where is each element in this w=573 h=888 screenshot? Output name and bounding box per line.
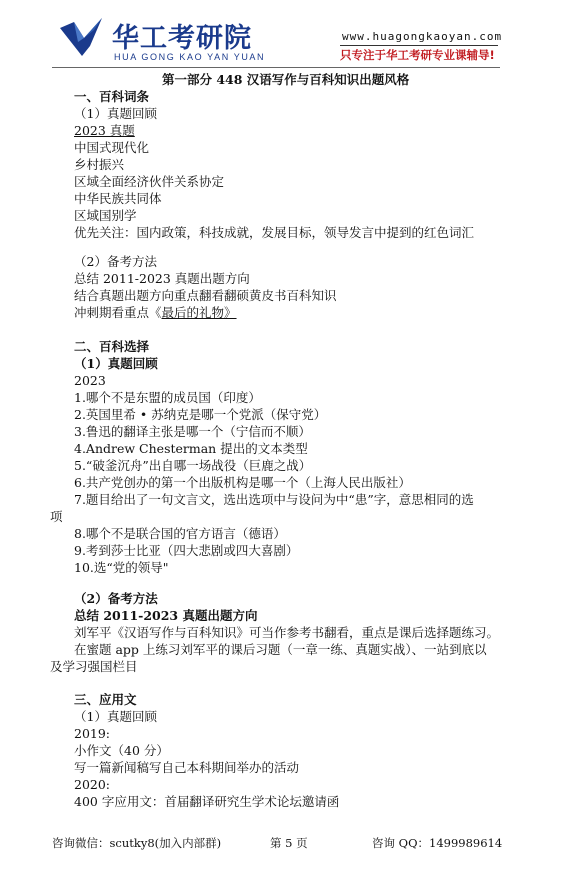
method-line-prefix: 冲刺期看重点《 (74, 305, 162, 320)
method-line: 总结 2011-2023 真题出题方向 (74, 271, 250, 286)
footer-qq: 咨询 QQ：1499989614 (372, 836, 503, 850)
book-title: 最后的礼物》 (161, 305, 237, 320)
method-line-continuation: 及学习强国栏目 (50, 659, 138, 674)
focus-note: 优先关注：国内政策，科技成就，发展目标，领导发言中提到的红色词汇 (74, 225, 475, 240)
task-description: 400 字应用文：首届翻译研究生学术论坛邀请函 (74, 794, 340, 809)
method-line: 结合真题出题方向重点翻看翻硕黄皮书百科知识 (74, 288, 337, 303)
question-item: 5.“破釜沉舟”出自哪一场战役（巨鹿之战） (74, 458, 312, 473)
page-footer (0, 826, 573, 856)
section-2-sub-1: （1）真题回顾 (74, 356, 158, 371)
task-description: 写一篇新闻稿写自己本科期间举办的活动 (74, 760, 300, 775)
page-title: 第一部分 448 汉语写作与百科知识出题风格 (162, 72, 410, 87)
question-item: 8.哪个不是联合国的官方语言（德语） (74, 526, 286, 541)
task-type: 小作文（40 分） (74, 743, 169, 758)
bird-logo-icon (58, 16, 106, 58)
list-item: 区域全面经济伙伴关系协定 (74, 174, 225, 189)
question-item: 9.考到莎士比亚（四大悲剧或四大喜剧） (74, 543, 299, 558)
section-2-sub-2: （2）备考方法 (74, 591, 158, 606)
slogan: 只专注于华工考研专业课辅导! (340, 48, 495, 62)
question-item: 7.题目给出了一句文言文，选出选项中与设问为中“患”字，意思相同的选 (74, 492, 474, 507)
section-1-sub-2: （2）备考方法 (74, 254, 157, 269)
question-item: 3.鲁迅的翻译主张是哪一个（宁信而不顺） (74, 424, 311, 439)
year-label: 2019: (74, 726, 111, 741)
question-item: 6.共产党创办的第一个出版机构是哪一个（上海人民出版社） (74, 475, 411, 490)
list-item: 中华民族共同体 (74, 191, 162, 206)
site-url[interactable]: www.huagongkaoyan.com (342, 30, 503, 43)
list-item: 乡村振兴 (74, 157, 125, 172)
section-1-sub-1: （1）真题回顾 (74, 106, 157, 121)
method-line: 在蜜题 app 上练习刘军平的课后习题（一章一练、真题实战）、一站到底以 (74, 642, 487, 657)
header-bottom-rule (52, 67, 500, 68)
method-line (74, 304, 237, 321)
question-item: 10.选“党的领导" (74, 560, 169, 575)
list-item: 区域国别学 (74, 208, 137, 223)
question-item: 2.英国里希 • 苏纳克是哪一个党派（保守党） (74, 407, 327, 422)
method-line: 刘军平《汉语写作与百科知识》可当作参考书翻看，重点是课后选择题练习。 (74, 625, 500, 640)
header-divider (340, 45, 498, 46)
year-label: 2020: (74, 777, 111, 792)
page-number: 第 5 页 (270, 836, 308, 850)
section-1-year-label: 2023 真题 (74, 123, 135, 138)
question-item: 1.哪个不是东盟的成员国（印度） (74, 390, 261, 405)
section-1-heading: 一、百科词条 (74, 89, 150, 104)
brand-name: 华工考研院 (112, 23, 252, 54)
section-3-heading: 三、应用文 (74, 692, 137, 707)
question-item-continuation: 项 (50, 509, 63, 524)
section-2-year: 2023 (74, 373, 106, 388)
question-item: 4.Andrew Chesterman 提出的文本类型 (74, 441, 308, 456)
method-heading: 总结 2011-2023 真题出题方向 (74, 608, 258, 623)
section-2-heading: 二、百科选择 (74, 339, 150, 354)
brand-pinyin: HUA GONG KAO YAN YUAN (114, 52, 266, 62)
page-header (0, 0, 573, 68)
section-3-sub-1: （1）真题回顾 (74, 709, 157, 724)
footer-wechat: 咨询微信：scutky8(加入内部群) (52, 836, 222, 850)
list-item: 中国式现代化 (74, 140, 150, 155)
